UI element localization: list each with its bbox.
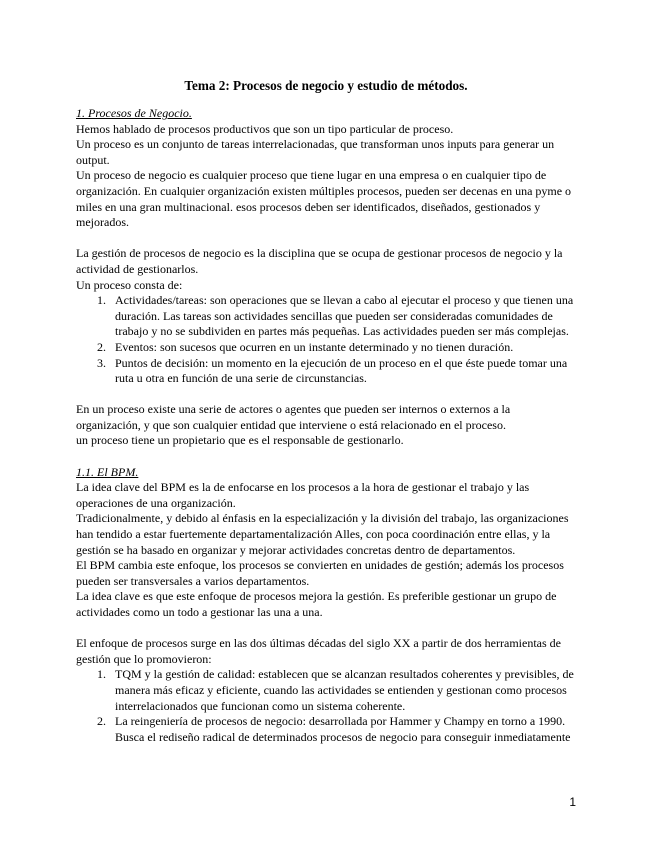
paragraph: La idea clave es que este enfoque de procesos mejora la gestión. Es preferible gestionar un grupo de actividades como un todo a gestionar las una a una. bbox=[76, 589, 557, 619]
paragraph: Un proceso de negocio es cualquier proceso que tiene lugar en una empresa o en cualquier tipo de organización. En cualquier organización existen múltiples procesos, pueden ser decenas en una pyme o miles en una gran multinacional. esos procesos deben ser identificados, diseñados, gestionados y mejorados. bbox=[76, 168, 572, 230]
paragraph: Hemos hablado de procesos productivos que son un tipo particular de proceso. bbox=[76, 121, 454, 136]
list-item: 1. TQM y la gestión de calidad: establecen que se alcanzan resultados coherentes y previsibles, de manera más eficaz y eficiente, cuando las actividades se entienden y gestionan como procesos interrelacionados que funcionan como un sistema coherente. bbox=[97, 667, 574, 713]
paragraph: El enfoque de procesos surge en las dos últimas décadas del siglo XX a partir de dos herramientas de gestión que lo promovieron: bbox=[76, 636, 561, 666]
section-heading-procesos: 1. Procesos de Negocio. bbox=[76, 106, 192, 120]
paragraph: En un proceso existe una serie de actores o agentes que pueden ser internos o externos a la organización, y que son cualquier entidad que interviene o está relacionado en el proceso. bbox=[76, 402, 511, 432]
paragraph: La gestión de procesos de negocio es la disciplina que se ocupa de gestionar procesos de negocio y la actividad de gestionarlos. bbox=[76, 246, 563, 276]
list-intro: Un proceso consta de: bbox=[76, 277, 183, 292]
list-item: 1. Actividades/tareas: son operaciones que se llevan a cabo al ejecutar el proceso y que tienen una duración. Las tareas son actividades sencillas que pueden ser consideradas comunidades de trabajo y no se subdividen en partes más pequeñas. Las actividades pueden ser más complejas. bbox=[97, 293, 574, 339]
list-item: 2. Eventos: son sucesos que ocurren en un instante determinado y no tienen duración. bbox=[97, 339, 514, 354]
paragraph: un proceso tiene un propietario que es el responsable de gestionarlo. bbox=[76, 433, 404, 448]
list-item: 2. La reingeniería de procesos de negocio: desarrollada por Hammer y Champy en torno a 1990. Busca el rediseño radical de determinados procesos de negocio para conseguir inmediatamente bbox=[97, 714, 571, 744]
numbered-list bbox=[76, 667, 576, 745]
document-body bbox=[76, 78, 576, 745]
paragraph: El BPM cambia este enfoque, los procesos se convierten en unidades de gestión; además los procesos pueden ser transversales a varios departamentos. bbox=[76, 558, 564, 588]
section-heading-bpm: 1.1. El BPM. bbox=[76, 464, 139, 479]
document-title: Tema 2: Procesos de negocio y estudio de métodos. bbox=[184, 78, 468, 93]
page-number: 1 bbox=[569, 795, 576, 809]
numbered-list bbox=[76, 293, 576, 387]
paragraph: Tradicionalmente, y debido al énfasis en la especialización y la división del trabajo, las organizaciones han tendido a estar fuertemente departamentalización Alles, con poca coordinación entre ellas, y la gestión se ha basado en organizar y mejorar actividades concretas dentro de departamentos. bbox=[76, 511, 569, 557]
list-item: 3. Puntos de decisión: un momento en la ejecución de un proceso en el que éste puede tomar una ruta u otra en función de una serie de circunstancias. bbox=[97, 355, 568, 386]
paragraph: Un proceso es un conjunto de tareas interrelacionadas, que transforman unos inputs para generar un output. bbox=[76, 137, 555, 167]
paragraph: La idea clave del BPM es la de enfocarse en los procesos a la hora de gestionar el trabajo y las operaciones de una organización. bbox=[76, 480, 530, 510]
